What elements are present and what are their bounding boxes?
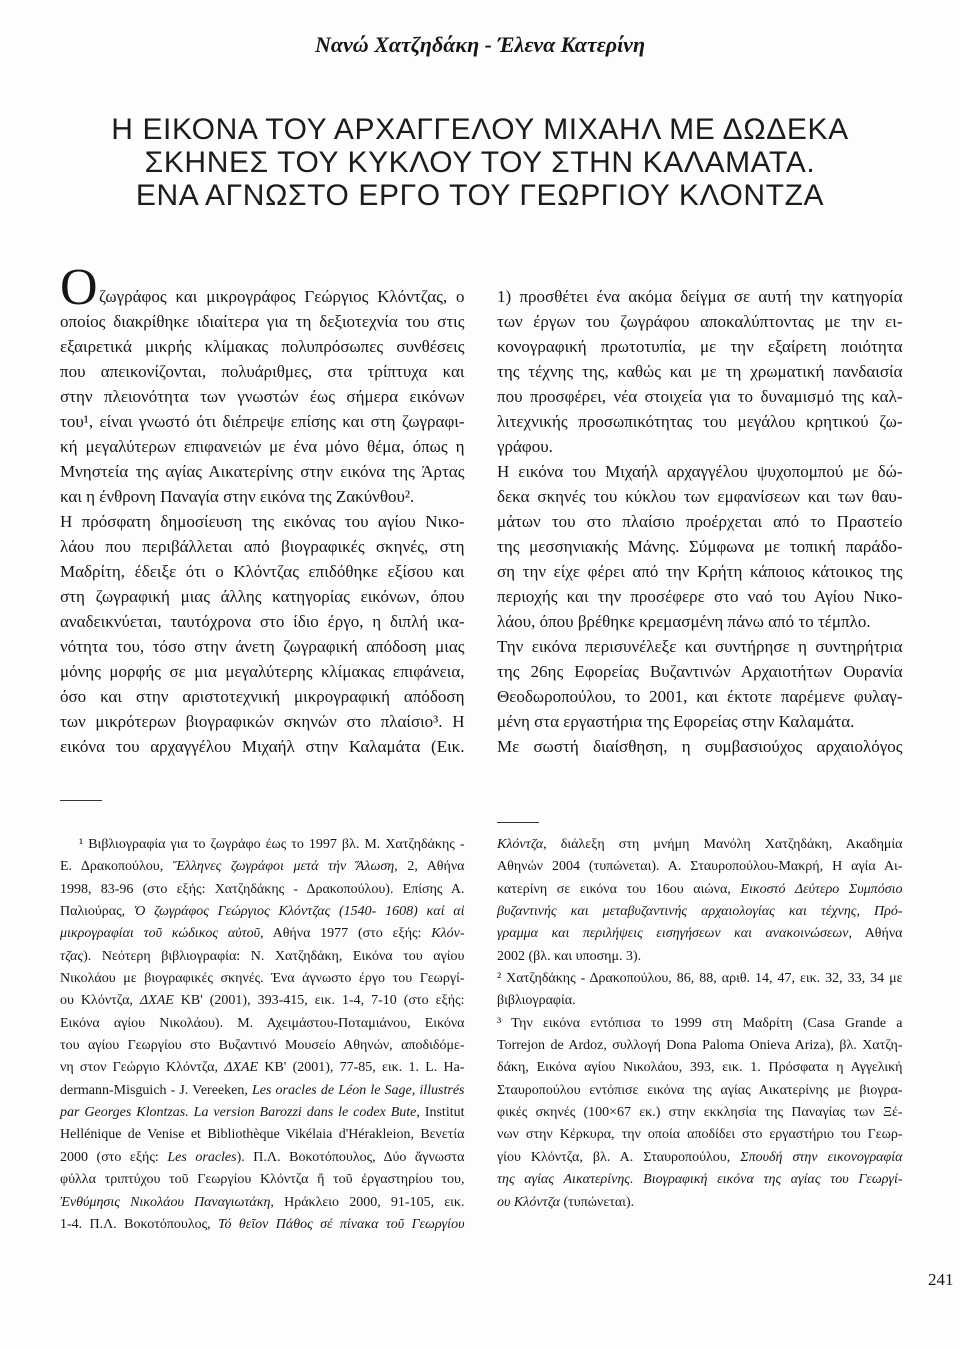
text-run: Παλιούρας, xyxy=(60,904,134,920)
italic-text: ΔΧΑΕ xyxy=(224,1060,259,1076)
text-run: περιοχής και την προσέφερε στο ναό του Αγίου Νικο- xyxy=(497,587,903,606)
text-line xyxy=(60,659,465,684)
text-line xyxy=(60,284,465,309)
text-run: (τυπώνεται). xyxy=(560,1194,635,1210)
text-run: ² Χατζηδάκης - Δρακοπούλου, 86, 88, αριθ. 14, 47, εικ. 32, 33, 34 με xyxy=(497,971,903,987)
text-run: ). Νεότερη βιβλιογραφία: Ν. Χατζηδάκη, Εικόνα του αγίου xyxy=(83,948,465,964)
text-line xyxy=(60,334,465,359)
text-run: , Institut xyxy=(416,1105,465,1121)
text-line xyxy=(497,584,903,609)
text-run: βιβλιογραφία. xyxy=(497,993,576,1009)
text-line xyxy=(60,559,465,584)
text-run: της μεσσηνιακής Μάνης. Σύμφωνα με τοπική παράδο- xyxy=(497,537,903,556)
italic-text: ΔΧΑΕ xyxy=(139,993,174,1009)
italic-text: βυζαντινής και μεταβυζαντινής αρχαιολογίας και τέχνης, Πρό- xyxy=(497,904,903,920)
text-run: κατερίνη σε εικόνα του 16ου αιώνα, xyxy=(497,881,741,897)
text-run: οποίος διακρίθηκε ιδιαίτερα για τη δεξιοτεχνία του στις xyxy=(60,312,465,331)
text-line xyxy=(60,1102,465,1124)
text-line xyxy=(497,434,903,459)
text-line xyxy=(60,534,465,559)
text-line xyxy=(497,1124,903,1146)
text-run: 1998, 83-96 (στο εξής: Χατζηδάκης - Δρακοπούλου). Επίσης Α. xyxy=(60,881,465,897)
text-line xyxy=(60,734,465,759)
text-line xyxy=(60,1013,465,1035)
text-line xyxy=(60,834,465,856)
text-line xyxy=(60,1147,465,1169)
text-line xyxy=(497,1080,903,1102)
running-head-authors: Νανώ Χατζηδάκη - Έλενα Κατερίνη xyxy=(314,32,646,57)
text-line xyxy=(497,559,903,584)
text-run: λάου, όπου βρέθηκε κρεμασμένη πάνω από το τέμπλο. xyxy=(497,612,871,631)
text-line xyxy=(497,384,903,409)
text-line xyxy=(497,334,903,359)
text-run: Η εικόνα του Μιχαήλ αρχαγγέλου ψυχοπομπού με δώ- xyxy=(497,462,903,481)
italic-text: μικρογραφίαι τοῦ κώδικος αὐτοῦ xyxy=(60,926,261,942)
text-run: εικόνα του αρχαγγέλου Μιχαήλ στην Καλαμάτα (Εικ. xyxy=(60,737,465,756)
text-line xyxy=(497,484,903,509)
text-run: ³ Την εικόνα εντόπισα το 1999 στη Μαδρίτη (Casa Grande a xyxy=(497,1015,903,1031)
text-run: ΚΒ' (2001), 77-85, εικ. 1. L. Ha- xyxy=(258,1060,465,1076)
text-run: του αγίου Γεωργίου στο Βυζαντινό Μουσείο Αθηνών, αποδιδόμε- xyxy=(60,1038,465,1054)
text-run: φύλλα τριπτύχου τοῦ Γεωργίου Κλόντζα ἤ τοῦ ἐργαστηρίου του, xyxy=(60,1172,465,1188)
text-line xyxy=(497,459,903,484)
text-run: 1) προσθέτει ένα ακόμα δείγμα σε αυτή την κατηγορία xyxy=(497,287,903,306)
italic-text: Ἐνθύμησις Νικολάου Παναγιωτάκη xyxy=(60,1194,271,1210)
text-run: , 2, Αθήνα xyxy=(394,859,465,875)
text-run: Μνηστεία της αγίας Αικατερίνης στην εικόνα της Άρτας xyxy=(60,462,465,481)
text-line xyxy=(497,409,903,434)
text-run: αναδεικνύεται, ταυτόχρονα στο ίδιο έργο, η διπλή ικα- xyxy=(60,612,465,631)
text-run: της τέχνης της, καθώς και με τη χρωματική πανδαισία xyxy=(497,362,903,381)
text-run: δάκη, Εικόνα αγίου Νικολάου, 393, εικ. 1. Πρόσφατα η Αγγελική xyxy=(497,1060,903,1076)
text-line xyxy=(497,1013,903,1035)
text-run: ζωγράφος και μικρογράφος Γεώργιος Κλόντζας, ο xyxy=(99,287,465,306)
text-line xyxy=(497,923,903,945)
italic-text: Ὁ ζωγράφος Γεώργιος Κλόντζας (1540- 1608) καί αἱ xyxy=(133,904,465,920)
text-line xyxy=(60,409,465,434)
text-line xyxy=(60,990,465,1012)
article-title xyxy=(0,113,960,212)
italic-text: Les oracles de Léon le Sage, illustrés xyxy=(251,1082,465,1098)
text-line xyxy=(497,534,903,559)
text-run: Θεοδωροπούλου, το 2001, και έκτοτε παρέμενε φυλαγ- xyxy=(497,687,903,706)
text-run: λάου που περιβάλλεται από βιογραφικές σκηνές, στη xyxy=(60,537,465,556)
text-run: εξαιρετικά μικρής κλίμακας πολυπρόσωπες συνθέσεις xyxy=(60,337,465,356)
italic-text: Εικοστό Δεύτερο Συμπόσιο xyxy=(740,881,903,897)
text-line xyxy=(60,309,465,334)
text-line xyxy=(60,901,465,923)
text-line xyxy=(60,609,465,634)
text-line xyxy=(497,359,903,384)
text-run: των μικρότερων βιογραφικών σκηνών στο πλαίσιο³. Η xyxy=(60,712,465,731)
text-run: Νικολάου με βιογραφικές σκηνές. Ένα άγνωστο έργο του Γεωργί- xyxy=(60,971,465,987)
text-line xyxy=(60,968,465,990)
text-line xyxy=(497,1192,903,1214)
italic-text: Τό θεῖον Πάθος σέ πίνακα τοῦ Γεωργίου xyxy=(218,1216,465,1232)
text-run: μάτων του στο πλαίσιο προέρχεται από το Πραστείο xyxy=(497,512,903,531)
title-line: ΣΚΗΝΕΣ ΤΟΥ ΚΥΚΛΟΥ ΤΟΥ ΣΤΗΝ ΚΑΛΑΜΑΤΑ. xyxy=(144,146,816,179)
text-line xyxy=(60,1057,465,1079)
title-line: Η ΕΙΚΟΝΑ ΤΟΥ ΑΡΧΑΓΓΕΛΟΥ ΜΙΧΑΗΛ ΜΕ ΔΩΔΕΚΑ xyxy=(111,113,849,146)
text-line xyxy=(497,1057,903,1079)
text-line xyxy=(60,434,465,459)
text-line xyxy=(60,509,465,534)
text-line xyxy=(497,509,903,534)
text-line xyxy=(60,359,465,384)
text-run: Αθηνών 2004 (τυπώνεται). Α. Σταυροπούλου-Μακρή, Η αγία Αι- xyxy=(497,859,903,875)
text-line xyxy=(60,484,465,509)
text-line xyxy=(60,923,465,945)
text-run: γίου Κλόντζα, βλ. Α. Σταυροπούλου, xyxy=(497,1149,741,1165)
text-run: στη ζωγραφική μιας άλλης κατηγορίας εικόνων, όπου xyxy=(60,587,465,606)
text-run: Torrejon de Ardoz, συλλογή Dona Paloma Onieva Ariza), βλ. Χατζη- xyxy=(497,1038,903,1054)
text-run: Μαδρίτη, έδειξε ότι ο Κλόντζας επιδόθηκε εξίσου και xyxy=(60,562,465,581)
text-line xyxy=(497,309,903,334)
text-run: Hellénique de Venise et Bibliothèque Vikélaia d'Hérakleion, Βενετία xyxy=(60,1127,465,1143)
text-line xyxy=(497,1035,903,1057)
text-line xyxy=(60,1124,465,1146)
text-line xyxy=(497,659,903,684)
footnote-rule-left xyxy=(60,800,102,801)
italic-text: par Georges Klontzas. La version Barozzi dans le codex Bute xyxy=(60,1105,417,1121)
italic-text: Κλόντζα xyxy=(497,837,544,852)
text-run: 2000 (στο εξής: xyxy=(60,1149,168,1165)
text-run: Ε. Δρακοπούλου, xyxy=(60,859,173,875)
text-line xyxy=(497,901,903,923)
text-line xyxy=(60,709,465,734)
text-run: νων στην Κέρκυρα, την οποία αποδίδει στο εργαστήριο του Γεωρ- xyxy=(497,1127,903,1143)
title-line: ΕΝΑ ΑΓΝΩΣΤΟ ΕΡΓΟ ΤΟΥ ΓΕΩΡΓΙΟΥ ΚΛΟΝΤΖΑ xyxy=(135,179,825,212)
text-run: κή μεγαλύτερων επιφανειών με ένα μόνο θέμα, όπως η xyxy=(60,437,465,456)
italic-text: Σπουδή στην εικονογραφία xyxy=(740,1149,903,1165)
text-run: Η πρόσφατη δημοσίευση της εικόνας του αγίου Νικο- xyxy=(60,512,465,531)
text-line xyxy=(60,946,465,968)
text-line xyxy=(60,384,465,409)
text-run: , Αθήνα 1977 (στο εξής: xyxy=(260,926,432,942)
text-run: λιτεχνικής προσωπικότητας του μεγάλου κρητικού ζω- xyxy=(497,412,903,431)
text-line xyxy=(60,584,465,609)
text-run: δεκα σκηνές του κύκλου των εμφανίσεων και των θαυ- xyxy=(497,487,903,506)
text-line xyxy=(60,634,465,659)
text-run: νότητα του, τόσο στην άνετη ζωγραφική απόδοση μιας xyxy=(60,637,465,656)
text-line xyxy=(497,734,903,759)
text-line xyxy=(497,946,903,968)
text-line xyxy=(60,1035,465,1057)
text-line xyxy=(497,856,903,878)
text-run: που προσφέρει, νέα στοιχεία για το δυναμισμό της καλ- xyxy=(497,387,903,406)
text-run: dermann-Misguich - J. Vereeken, xyxy=(60,1082,252,1098)
text-run: ΚΒ' (2001), 393-415, εικ. 1-4, 7-10 (στο εξής: xyxy=(173,993,465,1009)
text-line xyxy=(497,990,903,1012)
text-line xyxy=(60,856,465,878)
text-run: φικές σκηνές (100×67 εκ.) στην εκκλησία της Παναγίας των Ξέ- xyxy=(497,1105,903,1121)
text-line xyxy=(60,1169,465,1191)
italic-text: γραμμα και περιλήψεις εισηγήσεων και ανακοινώσεων xyxy=(497,926,849,942)
text-run: Με σωστή διαίσθηση, η συμβασιούχος αρχαιολόγος xyxy=(497,737,903,756)
text-run: , διάλεξη στη μνήμη Μανόλη Χατζηδάκη, Ακαδημία xyxy=(543,837,903,852)
text-run: ¹ Βιβλιογραφία για το ζωγράφο έως το 1997 βλ. Μ. Χατζηδάκης - xyxy=(79,837,465,852)
text-run: ου Κλόντζα, xyxy=(60,993,140,1009)
text-line xyxy=(60,684,465,709)
text-line xyxy=(497,709,903,734)
text-run: Σταυροπούλου εντόπισε εικόνα της αγίας Αικατερίνης με βιογρα- xyxy=(497,1082,903,1098)
italic-text: τζας xyxy=(60,948,84,964)
italic-text: ου Κλόντζα xyxy=(497,1194,560,1210)
italic-text: της αγίας Αικατερίνης. Βιογραφική εικόνα της αγίας του Γεωργί- xyxy=(497,1172,903,1188)
text-line xyxy=(60,1214,465,1236)
text-line xyxy=(497,284,903,309)
body-column-right xyxy=(497,284,903,759)
italic-text: Ἕλληνες ζωγράφοι μετά τήν Ἅλωση xyxy=(172,859,395,875)
text-run: 2002 (βλ. και υποσημ. 3). xyxy=(497,948,642,964)
text-line xyxy=(497,879,903,901)
text-line xyxy=(497,1147,903,1169)
text-run: μόνης μορφής σε μια μεγαλύτερης κλίμακας επιφάνεια, xyxy=(60,662,465,681)
text-run: του¹, είναι γνωστό ότι διέπρεψε επίσης και στη ζωγραφι- xyxy=(60,412,465,431)
text-line xyxy=(497,609,903,634)
italic-text: Les oracles xyxy=(167,1149,237,1165)
text-line xyxy=(497,1169,903,1191)
text-run: Την εικόνα περισυνέλεξε και συντήρησε η συντηρήτρια xyxy=(497,637,903,656)
text-run: γράφου. xyxy=(497,437,553,456)
italic-text: Κλόν- xyxy=(431,926,465,942)
text-line xyxy=(497,834,903,856)
footnote-rule-right xyxy=(497,822,539,823)
text-run: νη στον Γεώργιο Κλόντζα, xyxy=(60,1060,225,1076)
text-run: κονογραφική πρωτοτυπία, με την εξαίρετη ποιότητα xyxy=(497,337,903,356)
text-line xyxy=(497,968,903,990)
text-line xyxy=(497,1102,903,1124)
text-run: 1-4. Π.Λ. Βοκοτόπουλος, xyxy=(60,1216,219,1232)
text-line xyxy=(497,684,903,709)
text-run: μένη στα εργαστήρια της Εφορείας στην Καλαμάτα. xyxy=(497,712,855,731)
text-line xyxy=(60,1080,465,1102)
text-run: Εικόνα αγίου Νικολάου). Μ. Αχειμάστου-Ποταμιάνου, Εικόνα xyxy=(60,1015,465,1031)
text-line xyxy=(60,879,465,901)
text-run: που απεικονίζονται, πολυάριθμες, στα τρίπτυχα και xyxy=(60,362,465,381)
text-run: ση την είχε φέρει από την Κρήτη κάποιος κάτοικος της xyxy=(497,562,903,581)
text-run: και η ένθρονη Παναγία στην εικόνα της Ζακύνθου². xyxy=(60,487,415,506)
footnotes-column-right xyxy=(497,834,903,1214)
text-run: , Ηράκλειο 2000, 91-105, εικ. xyxy=(270,1194,465,1210)
body-column-left xyxy=(60,259,465,759)
text-run: , Αθήνα xyxy=(848,926,903,942)
drop-cap-initial: Ο xyxy=(60,259,98,316)
text-run: της 26ης Εφορείας Βυζαντινών Αρχαιοτήτων Ουρανία xyxy=(497,662,903,681)
page-number: 241 xyxy=(928,1270,954,1289)
text-run: των έργων του ζωγράφου αποκαλύπτοντας με την ει- xyxy=(497,312,903,331)
text-run: όσο και στην αριστοτεχνική μικρογραφική απόδοση xyxy=(60,687,465,706)
text-line xyxy=(60,1192,465,1214)
text-run: στην πλειονότητα των γνωστών έως σήμερα εικόνων xyxy=(60,387,465,406)
text-line xyxy=(497,634,903,659)
footnotes-column-left xyxy=(60,834,465,1236)
text-line xyxy=(60,459,465,484)
text-run: ). Π.Λ. Βοκοτόπουλος, Δύο ἄγνωστα xyxy=(236,1149,465,1165)
